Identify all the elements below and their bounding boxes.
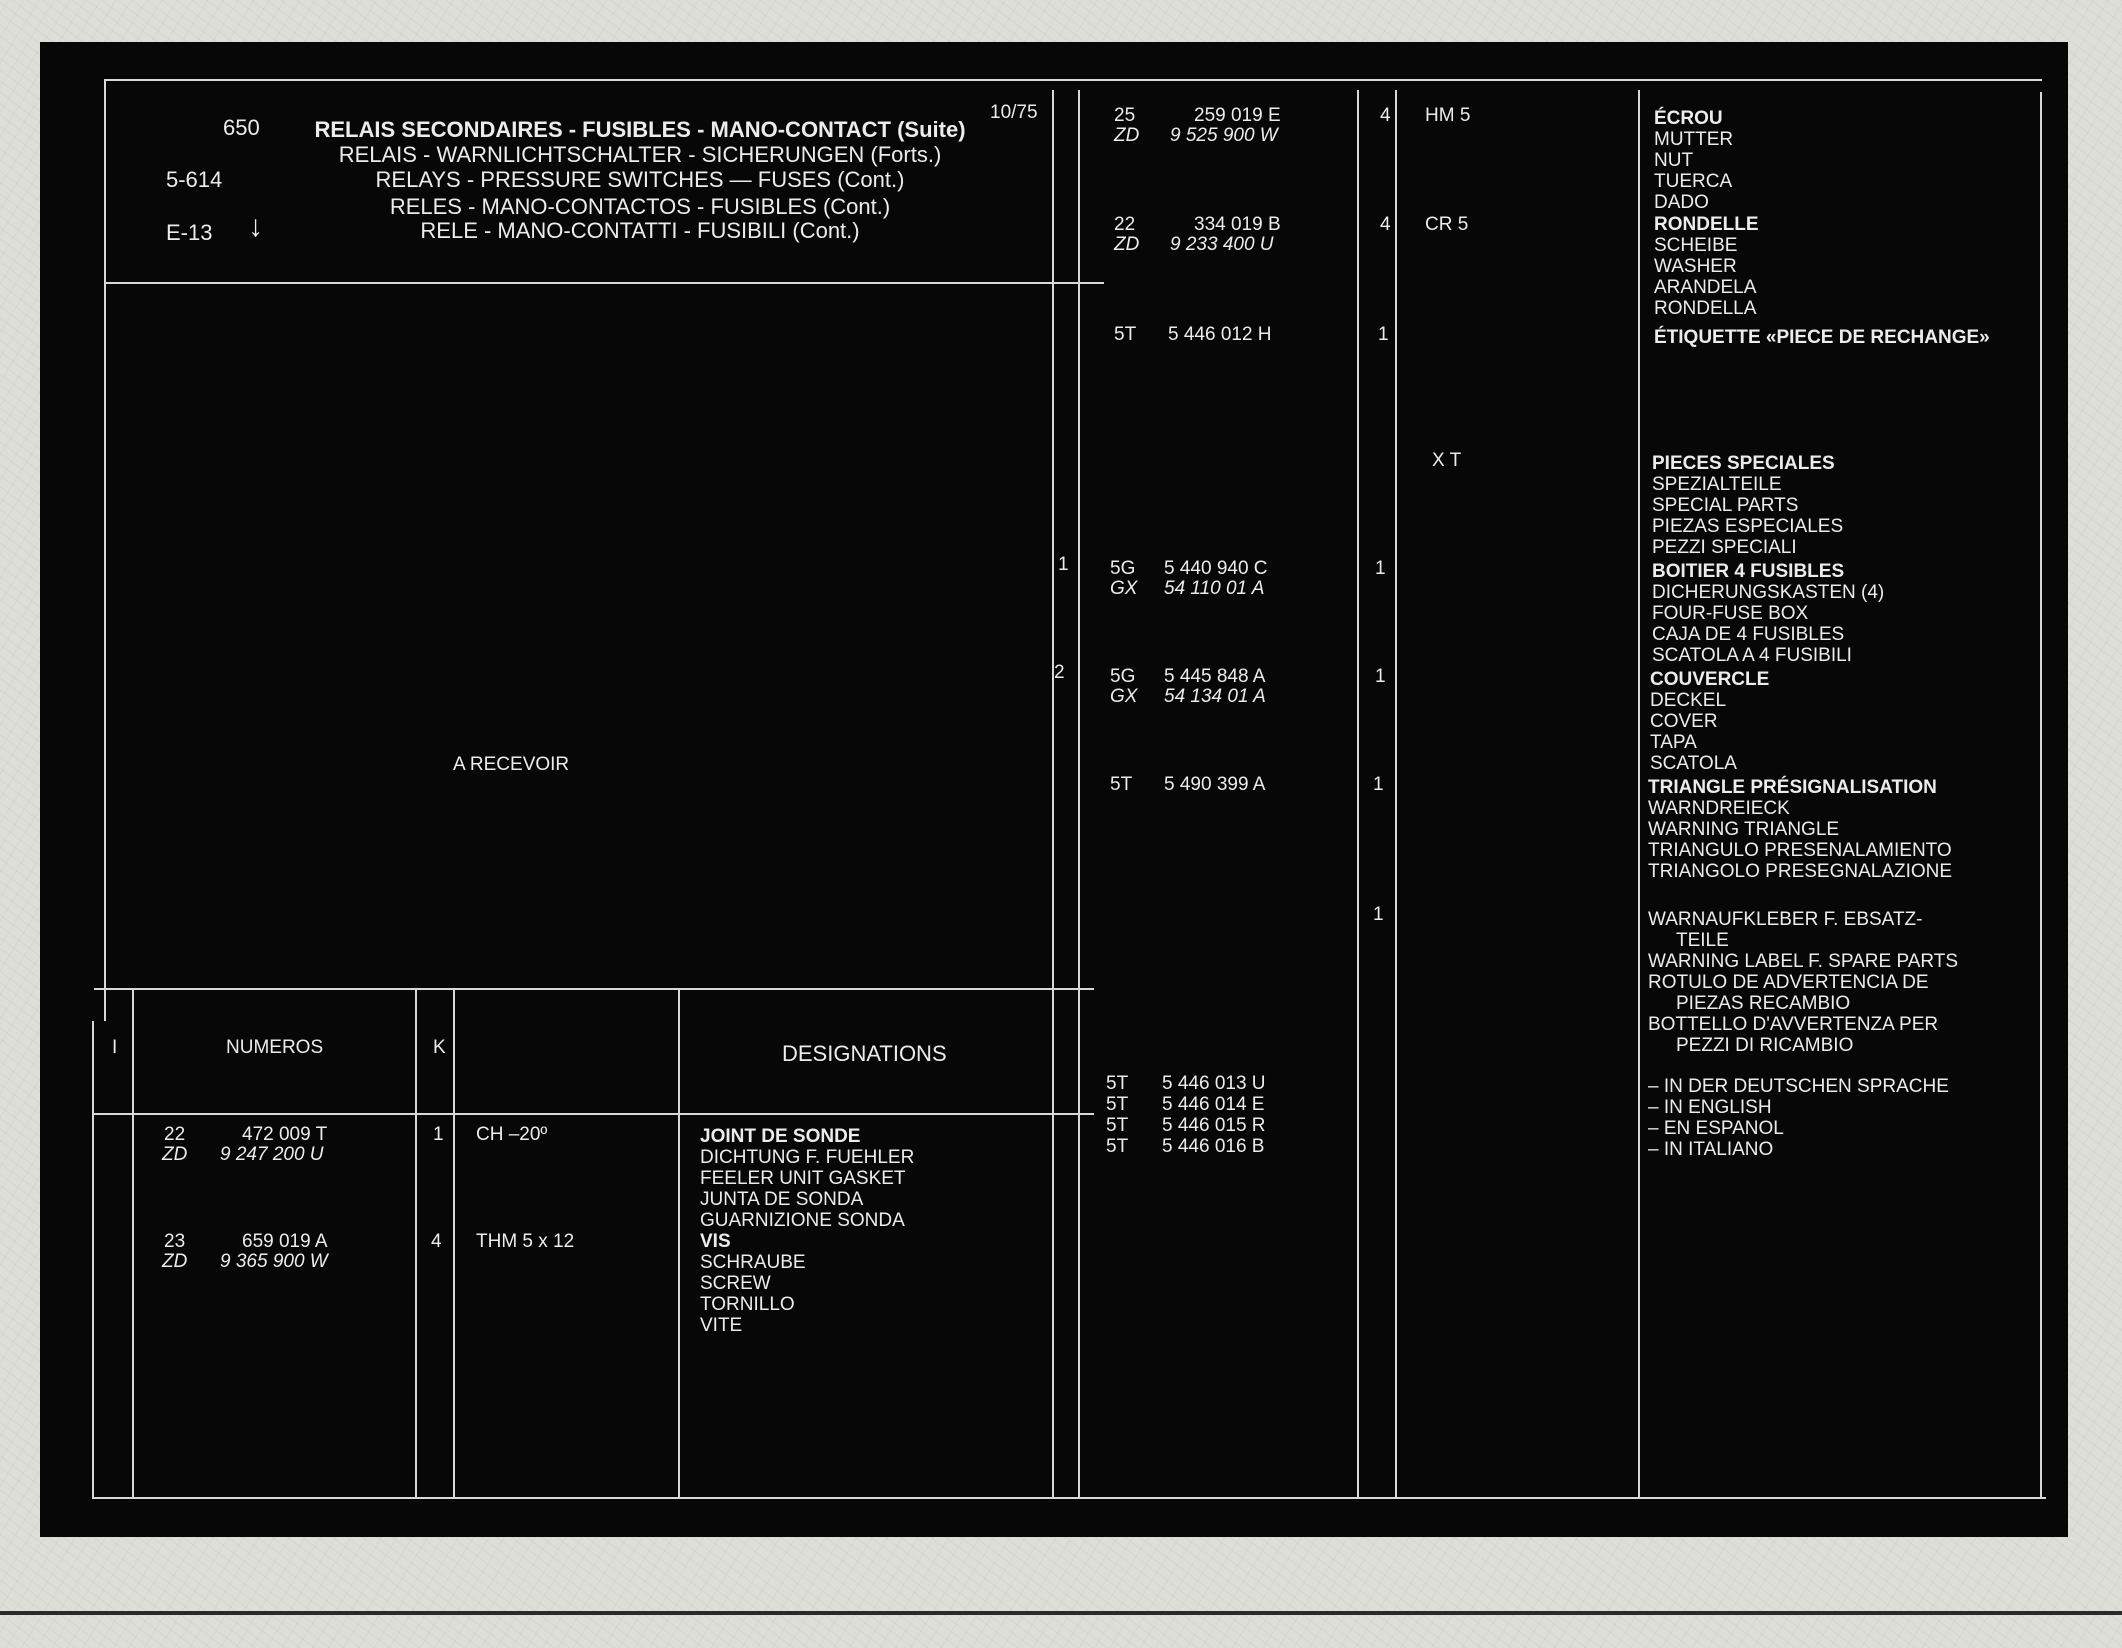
alt-number: 9 365 900 W: [220, 1251, 328, 1272]
designation-it: RONDELLA: [1654, 298, 1757, 319]
column-header-qty: K: [433, 1037, 446, 1058]
designation-it: SCATOLA: [1650, 753, 1737, 774]
part-prefix: 25: [1114, 105, 1136, 126]
designation-de-cont: TEILE: [1676, 930, 1729, 951]
designation-es: ARANDELA: [1654, 277, 1757, 298]
part-prefix: 23: [164, 1231, 186, 1252]
frame-left-upper: [104, 79, 106, 1021]
alt-prefix: GX: [1110, 578, 1138, 599]
part-number: 5 446 014 E: [1162, 1094, 1265, 1115]
part-number: 5 446 015 R: [1162, 1115, 1266, 1136]
designation-es: TAPA: [1650, 732, 1697, 753]
specification: X T: [1432, 450, 1462, 471]
header-title-en: RELAYS - PRESSURE SWITCHES — FUSES (Cont.): [375, 167, 905, 192]
part-number: 334 019 B: [1194, 214, 1281, 235]
designation-it: – IN ITALIANO: [1648, 1139, 1774, 1160]
designation-en: – IN ENGLISH: [1648, 1097, 1772, 1118]
designation-de: – IN DER DEUTSCHEN SPRACHE: [1648, 1076, 1949, 1097]
part-prefix: 5T: [1110, 774, 1133, 795]
quantity: 4: [1380, 214, 1391, 235]
item-index: 1: [1058, 554, 1069, 575]
specification: HM 5: [1425, 105, 1471, 126]
designation-title: RONDELLE: [1654, 214, 1759, 235]
illustration-placeholder: A RECEVOIR: [453, 754, 570, 775]
designation-es: TRIANGULO PRESENALAMIENTO: [1648, 840, 1952, 861]
alt-number: 9 247 200 U: [220, 1144, 324, 1165]
header-title-de: RELAIS - WARNLICHTSCHALTER - SICHERUNGEN (Forts.): [338, 142, 942, 167]
designation-en: FOUR-FUSE BOX: [1652, 603, 1809, 624]
designation-title: TRIANGLE PRÉSIGNALISATION: [1648, 777, 1937, 798]
col-sep-index: [132, 988, 134, 1498]
part-number: 472 009 T: [242, 1124, 328, 1145]
right-col-sep-desc: [1638, 90, 1640, 1498]
alt-prefix: ZD: [162, 1251, 188, 1272]
quantity: 1: [1378, 324, 1389, 345]
designation-en: SPECIAL PARTS: [1652, 495, 1799, 516]
group-number: 650: [223, 115, 260, 140]
designation-es: TORNILLO: [700, 1294, 795, 1315]
quantity: 1: [1373, 904, 1384, 925]
designation-de: DICHERUNGSKASTEN (4): [1652, 582, 1885, 603]
designation-it: GUARNIZIONE SONDA: [700, 1210, 905, 1231]
specification: CH –20º: [476, 1124, 548, 1145]
part-number: 5 490 399 A: [1164, 774, 1266, 795]
column-header-index: I: [112, 1037, 118, 1058]
col-sep-spec: [678, 988, 680, 1498]
designation-es-cont: PIEZAS RECAMBIO: [1676, 993, 1851, 1014]
alt-prefix: ZD: [1114, 234, 1140, 255]
designation-title: PIECES SPECIALES: [1652, 453, 1835, 474]
designation-de: SPEZIALTEILE: [1652, 474, 1782, 495]
designation-de: MUTTER: [1654, 129, 1734, 150]
part-number: 5 446 012 H: [1168, 324, 1272, 345]
quantity: 1: [433, 1124, 444, 1145]
part-number: 5 445 848 A: [1164, 666, 1266, 687]
col-sep-qty: [453, 988, 455, 1498]
right-col-sep-numbers: [1078, 90, 1080, 1498]
alt-number: 9 233 400 U: [1170, 234, 1274, 255]
designation-de: DICHTUNG F. FUEHLER: [700, 1147, 915, 1168]
subgroup-number: 5-614: [166, 167, 223, 192]
reference-code: E-13: [166, 220, 213, 245]
header-title-it: RELE - MANO-CONTATTI - FUSIBILI (Cont.): [420, 218, 860, 243]
designation-it: BOTTELLO D'AVVERTENZA PER: [1648, 1014, 1939, 1035]
designation-en: NUT: [1654, 150, 1694, 171]
paper-edge-line: [0, 1611, 2122, 1615]
part-prefix: 5T: [1106, 1115, 1129, 1136]
col-sep-numbers: [415, 988, 417, 1498]
part-prefix: 5T: [1106, 1136, 1129, 1157]
designation-title: ÉCROU: [1654, 108, 1723, 129]
frame-right: [2040, 92, 2042, 1499]
right-col-sep-spec: [1395, 90, 1397, 1498]
designation-it: SCATOLA A 4 FUSIBILI: [1652, 645, 1852, 666]
item-index: 2: [1054, 662, 1065, 683]
designation-en: WASHER: [1654, 256, 1737, 277]
part-number: 5 446 013 U: [1162, 1073, 1266, 1094]
frame-left-lower: [92, 1021, 94, 1499]
designation-de: WARNDREIECK: [1648, 798, 1790, 819]
part-prefix: 22: [1114, 214, 1136, 235]
designation-it: DADO: [1654, 192, 1709, 213]
part-prefix: 5T: [1114, 324, 1137, 345]
designation-en: SCREW: [700, 1273, 771, 1294]
alt-number: 54 134 01 A: [1164, 686, 1266, 707]
designation-it: PEZZI SPECIALI: [1652, 537, 1797, 558]
frame-top: [104, 79, 2042, 81]
frame-bottom: [92, 1497, 2046, 1499]
right-col-sep-qty: [1357, 90, 1359, 1498]
specification: CR 5: [1425, 214, 1469, 235]
designation-it: VITE: [700, 1315, 743, 1336]
designation-title: ÉTIQUETTE «PIECE DE RECHANGE»: [1654, 327, 1990, 348]
header-title-fr: RELAIS SECONDAIRES - FUSIBLES - MANO-CONTACT (Suite): [314, 117, 966, 142]
part-prefix: 5G: [1110, 666, 1136, 687]
part-prefix: 22: [164, 1124, 186, 1145]
specification: THM 5 x 12: [476, 1231, 575, 1252]
parts-catalog-sheet: [40, 42, 2068, 1537]
designation-de: DECKEL: [1650, 690, 1727, 711]
header-title-es: RELES - MANO-CONTACTOS - FUSIBLES (Cont.): [389, 194, 891, 219]
quantity: 1: [1373, 774, 1384, 795]
quantity: 1: [1375, 558, 1386, 579]
designation-es: CAJA DE 4 FUSIBLES: [1652, 624, 1845, 645]
designation-de: SCHRAUBE: [700, 1252, 806, 1273]
part-number: 259 019 E: [1194, 105, 1281, 126]
designation-de: SCHEIBE: [1654, 235, 1738, 256]
designation-es: ROTULO DE ADVERTENCIA DE: [1648, 972, 1929, 993]
designation-en: COVER: [1650, 711, 1718, 732]
designation-it: TRIANGOLO PRESEGNALAZIONE: [1648, 861, 1953, 882]
alt-prefix: ZD: [1114, 125, 1140, 146]
quantity: 4: [431, 1231, 442, 1252]
column-header-divider: [94, 1113, 1094, 1115]
designation-de: WARNAUFKLEBER F. EBSATZ-: [1648, 909, 1923, 930]
designation-title: BOITIER 4 FUSIBLES: [1652, 561, 1845, 582]
designation-title: JOINT DE SONDE: [700, 1126, 861, 1147]
illustration-divider: [94, 988, 1094, 990]
quantity: 4: [1380, 105, 1391, 126]
designation-en: FEELER UNIT GASKET: [700, 1168, 906, 1189]
designation-en: WARNING LABEL F. SPARE PARTS: [1648, 951, 1959, 972]
part-number: 5 446 016 B: [1162, 1136, 1265, 1157]
designation-es: – EN ESPANOL: [1648, 1118, 1784, 1139]
part-prefix: 5T: [1106, 1094, 1129, 1115]
column-header-numbers: NUMEROS: [226, 1037, 324, 1058]
quantity: 1: [1375, 666, 1386, 687]
alt-prefix: GX: [1110, 686, 1138, 707]
alt-number: 9 525 900 W: [1170, 125, 1278, 146]
part-number: 659 019 A: [242, 1231, 328, 1252]
part-prefix: 5G: [1110, 558, 1136, 579]
part-number: 5 440 940 C: [1164, 558, 1268, 579]
header-divider: [104, 282, 1104, 284]
arrow-down-icon: ↓: [248, 210, 263, 243]
designation-it-cont: PEZZI DI RICAMBIO: [1676, 1035, 1854, 1056]
right-col-sep-index: [1052, 90, 1054, 1498]
designation-es: TUERCA: [1654, 171, 1733, 192]
designation-title: VIS: [700, 1231, 731, 1252]
column-header-designations: DESIGNATIONS: [782, 1041, 947, 1066]
designation-es: JUNTA DE SONDA: [700, 1189, 864, 1210]
designation-es: PIEZAS ESPECIALES: [1652, 516, 1844, 537]
designation-title: COUVERCLE: [1650, 669, 1770, 690]
alt-prefix: ZD: [162, 1144, 188, 1165]
alt-number: 54 110 01 A: [1164, 578, 1265, 599]
designation-en: WARNING TRIANGLE: [1648, 819, 1840, 840]
part-prefix: 5T: [1106, 1073, 1129, 1094]
edition-date: 10/75: [990, 102, 1038, 123]
